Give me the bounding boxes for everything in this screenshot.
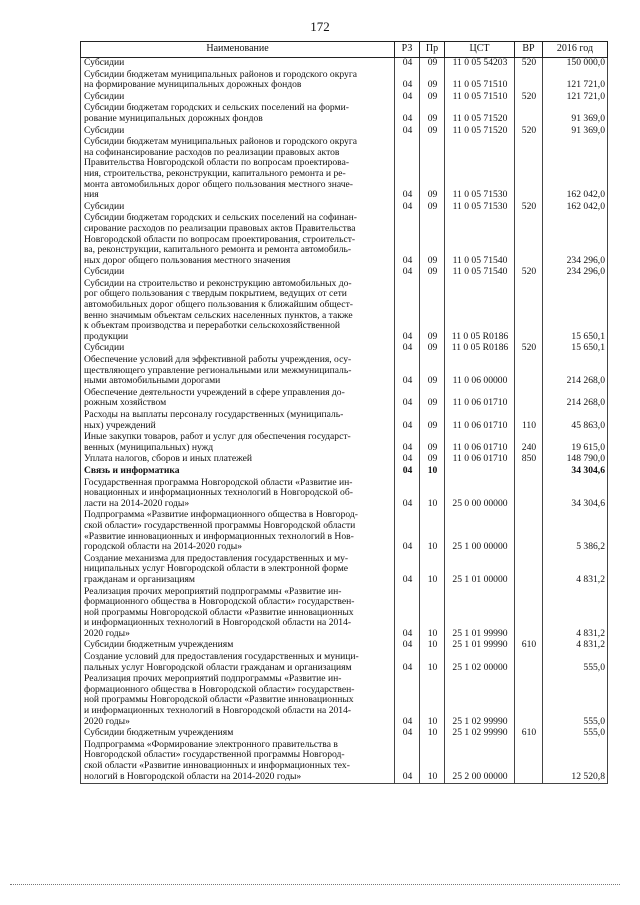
- table-row: [81, 58, 608, 70]
- table-body: [81, 58, 608, 784]
- footer-divider: [10, 884, 620, 885]
- row-rz: 04: [395, 355, 420, 388]
- row-cst: 11 0 05 54203: [445, 58, 515, 70]
- row-name: [81, 432, 395, 454]
- row-vr: [515, 554, 543, 587]
- row-name-line: Создание механизма для предоставления государственных и му-: [84, 552, 349, 564]
- row-amount: 555,0: [543, 652, 608, 674]
- row-name-line: Новгородской области» государственной программы Новгород-: [84, 749, 345, 761]
- row-name-line: рожным хозяйством: [84, 397, 167, 409]
- row-name-line: 2020 годы»: [84, 627, 130, 639]
- row-pr: 10: [420, 478, 445, 511]
- row-name-line: ской области «Развитие инновационных и информационных тех-: [84, 760, 350, 771]
- row-name-line: ва, реконструкции, капитального ремонта и ремонта автомобиль-: [84, 244, 352, 256]
- row-amount: 91 369,0: [543, 126, 608, 138]
- row-name-line: Подпрограмма «Формирование электронного правительства в: [84, 738, 338, 750]
- row-name-line: монта автомобильных дорог общего пользования местного значе-: [84, 178, 353, 190]
- row-pr: 10: [420, 728, 445, 740]
- row-amount: 4 831,2: [543, 587, 608, 641]
- table-header-row: [81, 42, 608, 58]
- row-vr: 610: [515, 640, 543, 652]
- row-rz: 04: [395, 388, 420, 410]
- row-amount: 4 831,2: [543, 640, 608, 652]
- row-pr: 09: [420, 454, 445, 466]
- row-rz: 04: [395, 279, 420, 344]
- row-amount: 12 520,8: [543, 740, 608, 784]
- row-vr: 520: [515, 202, 543, 214]
- row-pr: 10: [420, 640, 445, 652]
- row-pr: 09: [420, 92, 445, 104]
- row-name-line: Расходы на выплаты персоналу государственных (муниципаль-: [84, 409, 344, 420]
- row-vr: [515, 70, 543, 92]
- row-cst: 11 0 05 71520: [445, 126, 515, 138]
- row-cst: 11 0 06 01710: [445, 410, 515, 432]
- row-name-line: 2020 годы»: [84, 715, 130, 727]
- row-vr: [515, 587, 543, 641]
- row-name-line: Реализация прочих мероприятий подпрограммы «Развитие ин-: [84, 673, 342, 685]
- row-pr: 09: [420, 279, 445, 344]
- table-row: [81, 355, 608, 388]
- row-rz: 04: [395, 740, 420, 784]
- row-name-line: ниципальных услуг Новгородской области в электронной форме: [84, 563, 349, 575]
- row-cst: 11 0 05 71540: [445, 267, 515, 279]
- row-rz: 04: [395, 58, 420, 70]
- row-pr: 09: [420, 213, 445, 267]
- row-name: [81, 478, 395, 511]
- row-pr: 09: [420, 70, 445, 92]
- row-vr: 240: [515, 432, 543, 454]
- row-name: [81, 103, 395, 125]
- row-pr: 10: [420, 587, 445, 641]
- row-cst: 11 0 05 R0186: [445, 343, 515, 355]
- row-cst: 11 0 06 01710: [445, 454, 515, 466]
- row-rz: 04: [395, 478, 420, 511]
- row-name-line: ской области» государственной программы Новгородской области: [84, 519, 356, 531]
- header-cst: ЦСТ: [445, 42, 515, 58]
- row-name-line: ной программы Новгородской области «Развитие инновационных: [84, 694, 354, 706]
- row-vr: [515, 652, 543, 674]
- row-rz: 04: [395, 454, 420, 466]
- row-rz: 04: [395, 554, 420, 587]
- table-row: [81, 466, 608, 478]
- table-row: [81, 652, 608, 674]
- row-name-line: формационного общества в Новгородской области» государствен-: [84, 596, 355, 608]
- row-pr: 09: [420, 202, 445, 214]
- row-name-line: Обеспечение условий для эффективной работы учреждения, осу-: [84, 354, 352, 366]
- row-name-line: Создание условий для предоставления государственных и муници-: [84, 651, 359, 663]
- row-cst: 25 1 01 00000: [445, 554, 515, 587]
- row-pr: 09: [420, 267, 445, 279]
- row-rz: 04: [395, 410, 420, 432]
- row-name: [81, 279, 395, 344]
- row-name-line: ных) учреждений: [84, 419, 156, 431]
- row-rz: 04: [395, 674, 420, 728]
- row-amount: 555,0: [543, 728, 608, 740]
- table-row: [81, 410, 608, 432]
- row-name: [81, 554, 395, 587]
- row-pr: 09: [420, 103, 445, 125]
- row-pr: 09: [420, 388, 445, 410]
- row-pr: 09: [420, 410, 445, 432]
- row-name-line: нологий в Новгородской области на 2014-2020 годы»: [84, 770, 302, 782]
- row-name-line: автомобильных дорог общего пользования к ближайшим общест-: [84, 299, 353, 311]
- row-cst: 11 0 05 71510: [445, 70, 515, 92]
- row-name: [81, 137, 395, 202]
- row-amount: 555,0: [543, 674, 608, 728]
- row-amount: 214 268,0: [543, 388, 608, 410]
- row-pr: 09: [420, 137, 445, 202]
- row-vr: [515, 137, 543, 202]
- header-pr: Пр: [420, 42, 445, 58]
- row-cst: 11 0 05 71510: [445, 92, 515, 104]
- row-vr: 610: [515, 728, 543, 740]
- row-rz: 04: [395, 466, 420, 478]
- row-cst: 11 0 05 R0186: [445, 279, 515, 344]
- row-cst: 25 1 02 99990: [445, 728, 515, 740]
- row-name-line: Реализация прочих мероприятий подпрограммы «Развитие ин-: [84, 585, 342, 597]
- row-pr: 10: [420, 740, 445, 784]
- row-rz: 04: [395, 70, 420, 92]
- table-row: [81, 432, 608, 454]
- row-name: [81, 213, 395, 267]
- row-name-line: Субсидии: [84, 200, 125, 212]
- row-amount: 45 863,0: [543, 410, 608, 432]
- row-name-line: ществляющего управление региональными или межмуниципаль-: [84, 364, 352, 376]
- row-amount: 150 000,0: [543, 58, 608, 70]
- row-vr: 850: [515, 454, 543, 466]
- row-rz: 04: [395, 728, 420, 740]
- row-name: [81, 70, 395, 92]
- row-name-line: рог общего пользования с твердым покрытием, ведущих от сети: [84, 288, 347, 300]
- row-cst: 25 1 02 00000: [445, 652, 515, 674]
- row-name-line: на софинансирование расходов по реализации правовых актов: [84, 146, 340, 158]
- row-name-line: рование муниципальных дорожных фондов: [84, 112, 263, 124]
- row-rz: 04: [395, 640, 420, 652]
- row-cst: 25 1 00 00000: [445, 510, 515, 553]
- row-name-line: Иные закупки товаров, работ и услуг для обеспечения государст-: [84, 431, 351, 443]
- row-name-line: Государственная программа Новгородской области «Развитие ин-: [84, 476, 353, 488]
- row-name: [81, 674, 395, 728]
- row-vr: [515, 740, 543, 784]
- row-name: [81, 740, 395, 784]
- row-pr: 09: [420, 343, 445, 355]
- row-name: [81, 466, 395, 478]
- row-name-line: к объектам производства и переработки сельскохозяйственной: [84, 320, 341, 332]
- row-name-line: Субсидии бюджетам городских и сельских поселений на форми-: [84, 102, 349, 114]
- row-amount: 162 042,0: [543, 137, 608, 202]
- row-amount: 121 721,0: [543, 70, 608, 92]
- row-name-line: ласти на 2014-2020 годы»: [84, 497, 190, 509]
- row-name-line: Субсидии бюджетным учреждениям: [84, 639, 234, 651]
- row-name: [81, 652, 395, 674]
- row-vr: [515, 510, 543, 553]
- row-name-line: Субсидии: [84, 266, 125, 278]
- row-vr: 520: [515, 267, 543, 279]
- table-row: [81, 70, 608, 92]
- row-rz: 04: [395, 432, 420, 454]
- row-name-line: гражданам и организациям: [84, 573, 196, 585]
- row-vr: [515, 103, 543, 125]
- page-number: 172: [310, 19, 330, 34]
- row-name: [81, 388, 395, 410]
- row-name-line: ния, строительства, реконструкции, капитального ремонта и ре-: [84, 167, 346, 179]
- row-rz: 04: [395, 652, 420, 674]
- row-name-line: Субсидии бюджетам муниципальных районов и городского округа: [84, 68, 358, 80]
- row-amount: 4 831,2: [543, 554, 608, 587]
- row-amount: 91 369,0: [543, 103, 608, 125]
- row-amount: 121 721,0: [543, 92, 608, 104]
- row-cst: 11 0 06 00000: [445, 355, 515, 388]
- row-vr: [515, 466, 543, 478]
- row-name-line: продукции: [84, 330, 129, 342]
- row-name-line: на формирование муниципальных дорожных фондов: [84, 79, 302, 91]
- row-name-line: ной программы Новгородской области «Развитие инновационных: [84, 606, 354, 618]
- table-row: [81, 478, 608, 511]
- row-name-line: Уплата налогов, сборов и иных платежей: [84, 453, 253, 465]
- row-cst: 25 0 00 00000: [445, 478, 515, 511]
- table-row: [81, 213, 608, 267]
- row-vr: [515, 279, 543, 344]
- row-name-line: пальных услуг Новгородской области гражданам и организациям: [84, 661, 352, 673]
- row-amount: 234 296,0: [543, 213, 608, 267]
- row-name-line: Субсидии бюджетам городских и сельских поселений на софинан-: [84, 212, 357, 224]
- row-vr: [515, 355, 543, 388]
- row-pr: 10: [420, 652, 445, 674]
- row-cst: [445, 466, 515, 478]
- row-vr: [515, 213, 543, 267]
- row-name-line: венных (муниципальных) нужд: [84, 441, 214, 453]
- row-rz: 04: [395, 213, 420, 267]
- row-name: [81, 510, 395, 553]
- row-pr: 09: [420, 432, 445, 454]
- row-name-line: сирование расходов по реализации правовых актов Правительства: [84, 222, 356, 234]
- row-pr: 09: [420, 126, 445, 138]
- row-name-line: Субсидии: [84, 342, 125, 354]
- row-name-line: ными автомобильными дорогами: [84, 375, 221, 387]
- row-cst: 25 1 01 99990: [445, 640, 515, 652]
- row-cst: 11 0 05 71520: [445, 103, 515, 125]
- row-cst: 25 2 00 00000: [445, 740, 515, 784]
- header-year: 2016 год: [543, 42, 608, 58]
- budget-table: [80, 41, 608, 784]
- row-name-line: формационного общества в Новгородской области» государствен-: [84, 683, 355, 695]
- row-vr: [515, 674, 543, 728]
- row-name-line: Субсидии бюджетам муниципальных районов и городского округа: [84, 136, 358, 148]
- row-name: [81, 58, 395, 70]
- row-pr: 09: [420, 58, 445, 70]
- row-vr: [515, 388, 543, 410]
- row-name: [81, 355, 395, 388]
- row-vr: 520: [515, 58, 543, 70]
- row-amount: 162 042,0: [543, 202, 608, 214]
- row-amount: 5 386,2: [543, 510, 608, 553]
- row-rz: 04: [395, 103, 420, 125]
- row-cst: 25 1 02 99990: [445, 674, 515, 728]
- row-rz: 04: [395, 343, 420, 355]
- row-amount: 214 268,0: [543, 355, 608, 388]
- row-name-line: Новгородской области по вопросам проектирования, строительст-: [84, 233, 356, 245]
- table-row: [81, 279, 608, 344]
- row-name-line: Субсидии бюджетным учреждениям: [84, 727, 234, 739]
- table-row: [81, 740, 608, 784]
- row-cst: 11 0 06 01710: [445, 388, 515, 410]
- row-amount: 19 615,0: [543, 432, 608, 454]
- row-name-line: венно значимым объектам сельских населенных пунктов, а также: [84, 309, 353, 321]
- row-rz: 04: [395, 137, 420, 202]
- row-amount: 15 650,1: [543, 279, 608, 344]
- row-amount: 15 650,1: [543, 343, 608, 355]
- row-cst: 11 0 05 71540: [445, 213, 515, 267]
- row-vr: 520: [515, 126, 543, 138]
- row-name-line: ных дорог общего пользования местного значения: [84, 254, 291, 266]
- row-rz: 04: [395, 267, 420, 279]
- table-row: [81, 510, 608, 553]
- row-pr: 10: [420, 674, 445, 728]
- row-vr: 110: [515, 410, 543, 432]
- table-row: [81, 388, 608, 410]
- row-rz: 04: [395, 587, 420, 641]
- row-cst: 25 1 01 99990: [445, 587, 515, 641]
- row-name: [81, 410, 395, 432]
- row-rz: 04: [395, 126, 420, 138]
- table-row: [81, 587, 608, 641]
- row-pr: 10: [420, 466, 445, 478]
- table-row: [81, 103, 608, 125]
- row-amount: 34 304,6: [543, 466, 608, 478]
- row-name-line: городской области на 2014-2020 годы»: [84, 541, 243, 553]
- row-name-line: новационных и информационных технологий в Новгородской об-: [84, 487, 353, 499]
- row-name-line: Субсидии: [84, 124, 125, 136]
- row-rz: 04: [395, 202, 420, 214]
- header-rz: РЗ: [395, 42, 420, 58]
- row-name-line: Субсидии: [84, 57, 125, 68]
- row-name-line: Правительства Новгородской области по вопросам проектирова-: [84, 157, 350, 169]
- row-name-line: Связь и информатика: [84, 464, 180, 476]
- row-name: [81, 587, 395, 641]
- row-amount: 148 790,0: [543, 454, 608, 466]
- row-rz: 04: [395, 92, 420, 104]
- row-name-line: и информационных технологий в Новгородской области на 2014-: [84, 705, 352, 717]
- row-name-line: «Развитие инновационных и информационных технологий в Нов-: [84, 530, 354, 542]
- row-amount: 34 304,6: [543, 478, 608, 511]
- row-name-line: ния: [84, 189, 99, 201]
- row-name-line: Субсидии на строительство и реконструкцию автомобильных до-: [84, 277, 352, 289]
- row-cst: 11 0 05 71530: [445, 137, 515, 202]
- row-vr: 520: [515, 343, 543, 355]
- table-row: [81, 137, 608, 202]
- row-vr: 520: [515, 92, 543, 104]
- row-name-line: Обеспечение деятельности учреждений в сфере управления до-: [84, 386, 345, 398]
- table-row: [81, 674, 608, 728]
- row-name-line: Субсидии: [84, 90, 125, 102]
- row-cst: 11 0 05 71530: [445, 202, 515, 214]
- row-name-line: Подпрограмма «Развитие информационного общества в Новгород-: [84, 509, 358, 521]
- row-amount: 234 296,0: [543, 267, 608, 279]
- row-pr: 10: [420, 510, 445, 553]
- row-pr: 10: [420, 554, 445, 587]
- header-vr: ВР: [515, 42, 543, 58]
- row-pr: 09: [420, 355, 445, 388]
- row-name-line: и информационных технологий в Новгородской области на 2014-: [84, 617, 352, 629]
- row-cst: 11 0 06 01710: [445, 432, 515, 454]
- row-rz: 04: [395, 510, 420, 553]
- header-name: Наименование: [81, 42, 395, 58]
- row-vr: [515, 478, 543, 511]
- table-row: [81, 554, 608, 587]
